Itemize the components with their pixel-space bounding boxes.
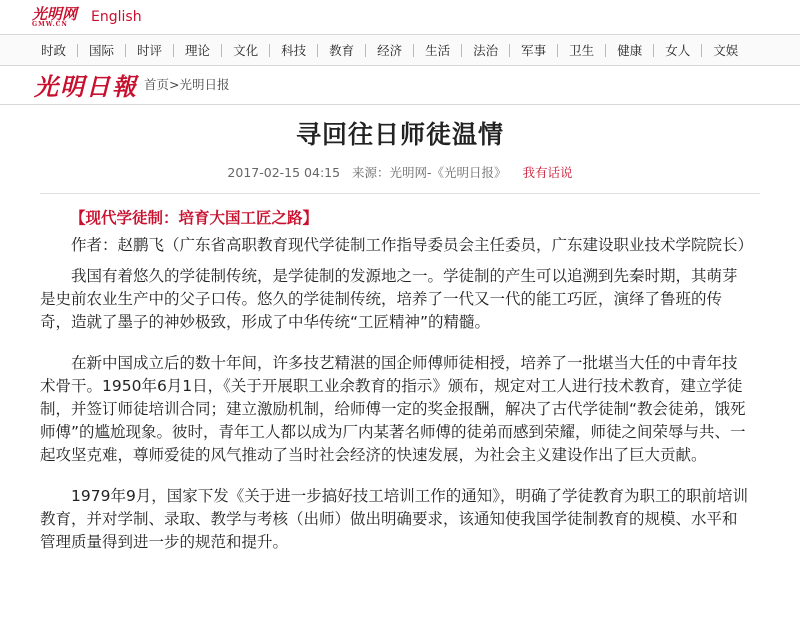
english-link[interactable]: English: [91, 9, 142, 25]
nav-item-guoji[interactable]: 国际: [78, 44, 126, 57]
nav-item-shenghuo[interactable]: 生活: [414, 44, 462, 57]
nav-item-jiaoyu[interactable]: 教育: [318, 44, 366, 57]
nav-item-wenyu[interactable]: 文娱: [713, 42, 739, 58]
nav-item-shiping[interactable]: 时评: [126, 44, 174, 57]
channel-nav: [0, 34, 800, 66]
nav-item-wenhua[interactable]: 文化: [222, 44, 270, 57]
nav-item-jiankang[interactable]: 健康: [606, 44, 654, 57]
site-logo-sub: GMW.CN: [32, 20, 68, 28]
meta-divider: [40, 193, 760, 194]
site-logo-text: 光明网: [32, 4, 78, 23]
section-heading: 【现代学徒制：培育大国工匠之路】: [70, 209, 319, 227]
guangming-daily-logo[interactable]: 光明日報: [34, 71, 138, 101]
nav-item-keji[interactable]: 科技: [270, 44, 318, 57]
paragraph-3: 1979年9月，国家下发《关于进一步搞好技工培训工作的通知》，明确了学徒教育为职工的职前培训教育，并对学制、录取、教学与考核（出师）做出明确要求，该通知使我国学徒制教育的规模、水平和管理质量得到进一步的规范和提升。: [40, 487, 749, 551]
nav-item-weisheng[interactable]: 卫生: [558, 44, 606, 57]
article-author: 作者：赵鹏飞（广东省高职教育现代学徒制工作指导委员会主任委员，广东建设职业技术学院院长）: [71, 236, 754, 254]
paragraph-2: 在新中国成立后的数十年间，许多技艺精湛的国企师傅师徒相授，培养了一批堪当大任的中青年技术骨干。1950年6月1日，《关于开展职工业余教育的指示》颁布，规定对工人进行技术教育，建立学徒制，并签订师徒培训合同；建立激励机制，给师傅一定的奖金报酬，解决了古代学徒制“教会徒弟，饿死师傅”的尴尬现象。彼时，青年工人都以成为厂内某著名师傅的徒弟而感到荣耀，师徒之间荣辱与共、一起攻坚克难，尊师爱徒的风气推动了当时社会经济的快速发展，为社会主义建设作出了巨大贡献。: [40, 354, 746, 464]
article-source: 来源：光明网-《光明日报》: [352, 165, 507, 180]
paragraph-1: 我国有着悠久的学徒制传统，是学徒制的发源地之一。学徒制的产生可以追溯到先秦时期，其萌芽是史前农业生产中的父子口传。悠久的学徒制传统，培养了一代又一代的能工巧匠，演绎了鲁班的传奇，造就了墨子的神妙极致，形成了中华传统“工匠精神”的精髓。: [40, 267, 738, 331]
comment-link[interactable]: 我有话说: [522, 165, 573, 180]
nav-item-nvren[interactable]: 女人: [654, 44, 702, 57]
nav-item-jingji[interactable]: 经济: [366, 44, 414, 57]
nav-item-junshi[interactable]: 军事: [510, 44, 558, 57]
article-meta: [0, 163, 800, 181]
article-body: [0, 207, 800, 554]
nav-item-lilun[interactable]: 理论: [174, 44, 222, 57]
breadcrumb[interactable]: 首页>光明日报: [144, 77, 230, 92]
nav-item-fazhi[interactable]: 法治: [462, 44, 510, 57]
brand-row: [0, 66, 800, 102]
top-bar: [0, 0, 800, 34]
article-title: 寻回往日师徒温情: [295, 120, 504, 149]
nav-item-shizheng[interactable]: 时政: [30, 44, 78, 57]
article-date: 2017-02-15 04:15: [227, 165, 341, 180]
site-logo[interactable]: [32, 4, 78, 28]
header-divider: [0, 104, 800, 105]
